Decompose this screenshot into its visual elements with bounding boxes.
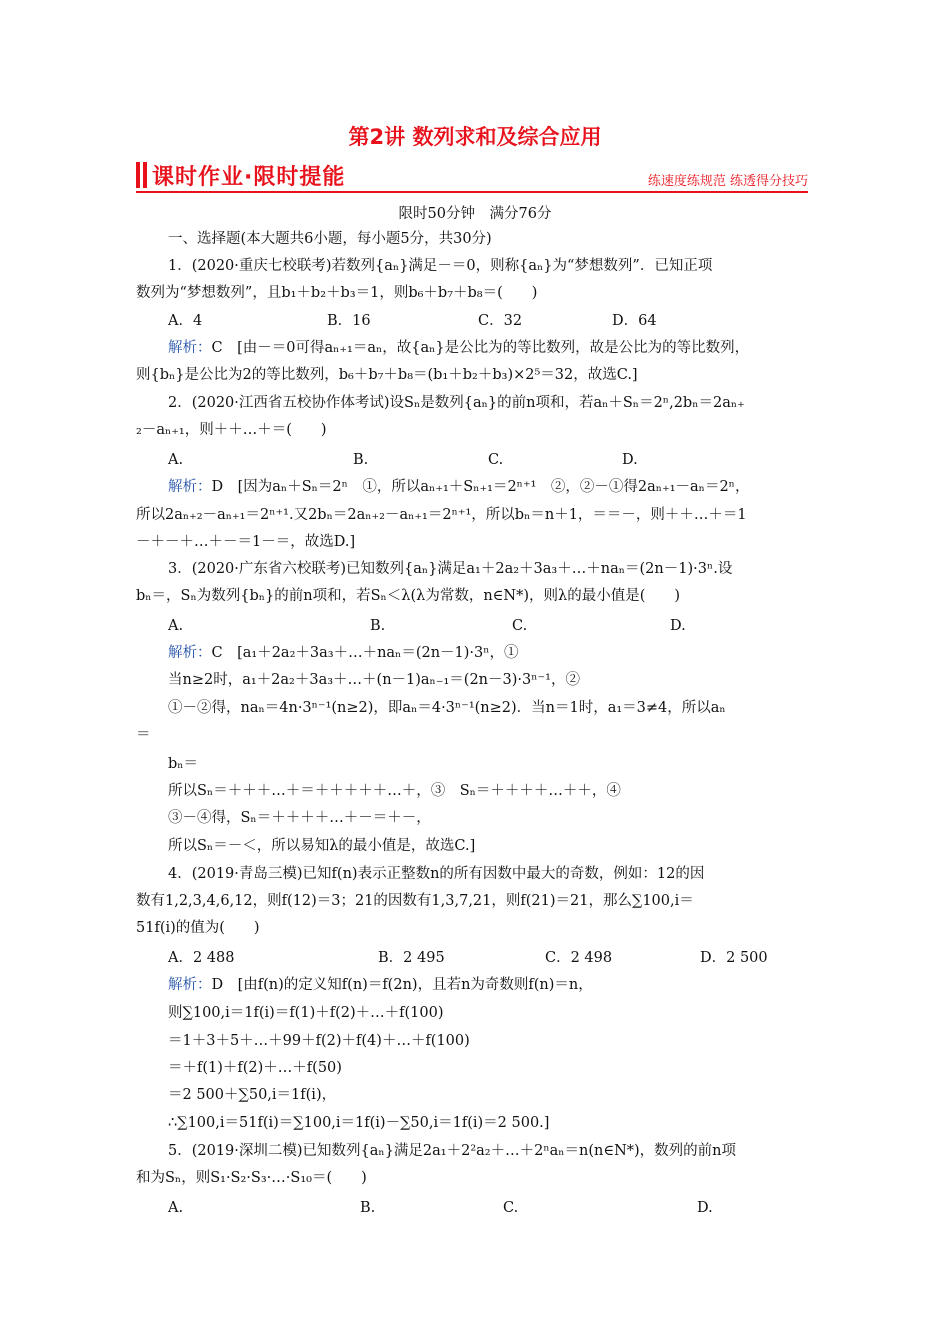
question-line: 数列为“梦想数列”，且b₁＋b₂＋b₃＝1，则b₆＋b₇＋b₈＝( ) [136, 285, 538, 301]
solution-line: 所以Sₙ＝－＜，所以易知λ的最小值是，故选C.] [168, 838, 476, 854]
option-d: D. [670, 618, 686, 634]
solution-line: 解析：C [由－＝0可得aₙ₊₁＝aₙ，故{aₙ}是公比为的等比数列，故是公比为的等比数列， [168, 340, 750, 356]
solution-label: 解析： [168, 645, 212, 661]
solution-line: 则∑100,i＝1f(i)＝f(1)＋f(2)＋…＋f(100) [168, 1005, 444, 1021]
section-banner [136, 160, 808, 194]
solution-line: 所以2aₙ₊₂－aₙ₊₁＝2ⁿ⁺¹.又2bₙ＝2aₙ₊₂－aₙ₊₁＝2ⁿ⁺¹，所以bₙ＝n＋1，＝＝－，则＋＋…＋＝1 [136, 507, 747, 523]
banner-slogan: 练速度练规范 练透得分技巧 [647, 174, 808, 189]
option-a: A. [168, 618, 184, 634]
solution-line: 解析：D [因为aₙ＋Sₙ＝2ⁿ ①，所以aₙ₊₁＋Sₙ₊₁＝2ⁿ⁺¹ ②，②－①得2aₙ₊₁－aₙ＝2ⁿ， [168, 479, 750, 495]
option-b: B. [353, 452, 369, 468]
option-c: C. [512, 618, 528, 634]
solution-line: 所以Sₙ＝＋＋＋…＋＝＋＋＋＋＋…＋，③ Sₙ＝＋＋＋＋…＋＋，④ [168, 783, 621, 799]
page-title: 第2讲 数列求和及综合应用 [348, 125, 602, 149]
option-c: C．2 498 [545, 950, 613, 966]
option-d: D．64 [612, 313, 657, 329]
option-b: B．2 495 [378, 950, 445, 966]
solution-line: 则{bₙ}是公比为2的等比数列，b₆＋b₇＋b₈＝(b₁＋b₂＋b₃)×2⁵＝32，故选C.] [136, 367, 638, 383]
question-line: ₂－aₙ₊₁，则＋＋…＋＝( ) [136, 422, 327, 438]
solution-line: ③－④得，Sₙ＝＋＋＋＋…＋－＝＋－， [168, 810, 431, 826]
solution-line: 当n≥2时，a₁＋2a₂＋3a₃＋…＋(n－1)aₙ₋₁＝(2n－3)·3ⁿ⁻¹，② [168, 672, 580, 688]
option-c: C. [503, 1200, 519, 1216]
option-d: D．2 500 [700, 950, 768, 966]
question-line: 4．(2019·青岛三模)已知f(n)表示正整数n的所有因数中最大的奇数，例如：12的因 [168, 866, 705, 882]
question-line: 51f(i)的值为( ) [136, 920, 260, 936]
banner-title: 课时作业·限时提能 [152, 165, 346, 190]
solution-line: ＝1＋3＋5＋…＋99＋f(2)＋f(4)＋…＋f(100) [168, 1033, 470, 1049]
question-line: 3．(2020·广东省六校联考)已知数列{aₙ}满足a₁＋2a₂＋3a₃＋…＋naₙ＝(2n－1)·3ⁿ.设 [168, 561, 733, 577]
solution-label: 解析： [168, 479, 212, 495]
option-d: D. [622, 452, 638, 468]
option-b: B. [370, 618, 386, 634]
solution-line: 解析：D [由f(n)的定义知f(n)＝f(2n)，且若n为奇数则f(n)＝n， [168, 977, 593, 993]
question-line: 和为Sₙ，则S₁·S₂·S₃·…·S₁₀＝( ) [136, 1170, 367, 1186]
question-line: 1．(2020·重庆七校联考)若数列{aₙ}满足－＝0，则称{aₙ}为“梦想数列”．已知正项 [168, 258, 713, 274]
banner-mark [143, 162, 147, 188]
option-d: D. [697, 1200, 713, 1216]
time-limit-note: 限时50分钟 满分76分 [398, 206, 552, 222]
solution-label: 解析： [168, 340, 212, 356]
solution-line: bₙ＝ [168, 756, 199, 772]
option-c: C．32 [478, 313, 523, 329]
solution-label: 解析： [168, 977, 212, 993]
option-b: B. [360, 1200, 376, 1216]
option-a: A. [168, 1200, 184, 1216]
section-heading: 一、选择题(本大题共6小题，每小题5分，共30分) [168, 231, 492, 247]
question-line: bₙ＝，Sₙ为数列{bₙ}的前n项和，若Sₙ＜λ(λ为常数，n∈N*)，则λ的最小值是( ) [136, 588, 681, 604]
solution-line: 解析：C [a₁＋2a₂＋3a₃＋…＋naₙ＝(2n－1)·3ⁿ，① [168, 645, 519, 661]
question-line: 2．(2020·江西省五校协作体考试)设Sₙ是数列{aₙ}的前n项和，若aₙ＋Sₙ＝2ⁿ,2bₙ＝2aₙ₊ [168, 395, 745, 411]
option-a: A．2 488 [168, 950, 235, 966]
solution-line: ∴∑100,i＝51f(i)＝∑100,i＝1f(i)－∑50,i＝1f(i)＝2 500.] [168, 1115, 550, 1131]
option-a: A. [168, 452, 184, 468]
solution-line: ＝＋f(1)＋f(2)＋…＋f(50) [168, 1060, 342, 1076]
banner-underline [136, 191, 808, 193]
option-a: A．4 [168, 313, 203, 329]
option-b: B．16 [327, 313, 371, 329]
solution-line: －＋－＋…＋－＝1－＝，故选D.] [136, 534, 356, 550]
solution-line: ＝2 500＋∑50,i＝1f(i)， [168, 1087, 337, 1103]
banner-mark [136, 162, 140, 188]
question-line: 数有1,2,3,4,6,12，则f(12)＝3；21的因数有1,3,7,21，则f(21)＝21，那么∑100,i＝ [136, 893, 694, 909]
option-c: C. [488, 452, 504, 468]
question-line: 5．(2019·深圳二模)已知数列{aₙ}满足2a₁＋2²a₂＋…＋2ⁿaₙ＝n(n∈N*)，数列的前n项 [168, 1143, 737, 1159]
solution-line: ＝ [136, 727, 151, 743]
solution-line: ①－②得，naₙ＝4n·3ⁿ⁻¹(n≥2)，即aₙ＝4·3ⁿ⁻¹(n≥2)．当n＝1时，a₁＝3≠4，所以aₙ [168, 700, 726, 716]
